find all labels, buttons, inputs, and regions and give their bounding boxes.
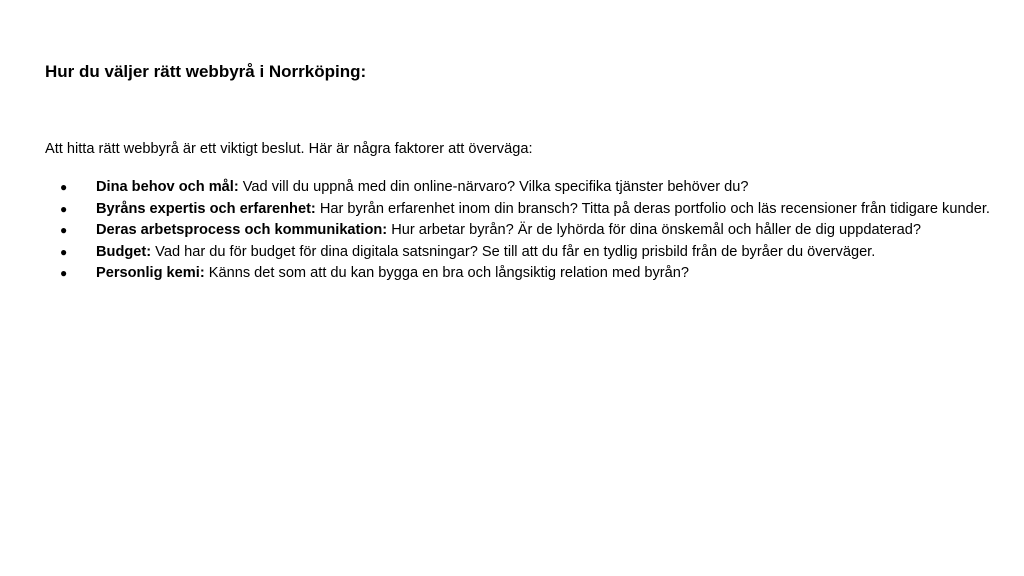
bullet-icon: ● — [60, 244, 68, 259]
item-text: Hur arbetar byrån? Är de lyhörda för dina önskemål och håller de dig uppdaterad? — [387, 222, 921, 238]
item-term: Deras arbetsprocess och kommunikation: — [96, 222, 388, 238]
list-item — [45, 177, 990, 199]
item-text: Känns det som att du kan bygga en bra och långsiktig relation med byrån? — [204, 265, 690, 281]
bullet-icon: ● — [60, 223, 68, 237]
bullet-icon: ● — [60, 201, 68, 216]
item-text: Vad har du för budget för dina digitala satsningar? Se till att du får en tydlig prisbild från de byråer du överväger. — [151, 243, 876, 260]
list-item — [45, 199, 990, 221]
item-text: Vad vill du uppnå med din online-närvaro? Vilka specifika tjänster behöver du? — [238, 179, 749, 195]
page-title: Hur du väljer rätt webbyrå i Norrköping: — [45, 62, 367, 81]
item-term: Dina behov och mål: — [96, 179, 239, 195]
bullet-icon: ● — [60, 266, 68, 280]
item-term: Byråns expertis och erfarenhet: — [96, 200, 316, 217]
item-term: Budget: — [96, 243, 152, 260]
list-item — [45, 242, 990, 264]
item-term: Personlig kemi: — [96, 265, 205, 281]
list-item — [45, 220, 990, 242]
list-item — [45, 263, 990, 285]
bullet-icon: ● — [60, 180, 68, 194]
item-text: Har byrån erfarenhet inom din bransch? Titta på deras portfolio och läs recensioner från tidigare kunder. — [315, 200, 990, 217]
intro-paragraph: Att hitta rätt webbyrå är ett viktigt beslut. Här är några faktorer att överväga: — [45, 141, 533, 157]
factor-list — [45, 177, 990, 285]
